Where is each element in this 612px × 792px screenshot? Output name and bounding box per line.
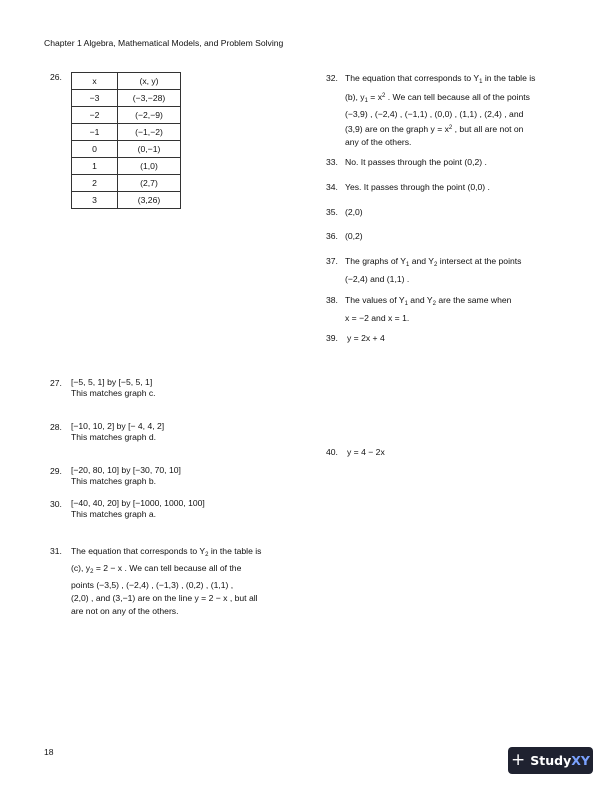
- problem-32-line: (3,9) are on the graph $y = x^2$ , but all are not on: [345, 123, 524, 134]
- table-row: [72, 124, 181, 141]
- problem-39-number: 39.: [326, 333, 338, 343]
- problem-30-number: 30.: [50, 499, 62, 509]
- table-cell: 2: [72, 175, 118, 192]
- problem-29-number: 29.: [50, 466, 62, 476]
- problem-38-line: x = −2 and x = 1.: [345, 312, 410, 323]
- problem-31-line: are not on any of the others.: [71, 606, 179, 616]
- logo-study-text: Study: [530, 753, 572, 768]
- table-header-row: [72, 73, 181, 90]
- table-header-x: x: [72, 73, 118, 90]
- problem-31-number: 31.: [50, 546, 62, 556]
- table-row: [72, 107, 181, 124]
- table-row: [72, 141, 181, 158]
- problem-40-answer: y = 4 − 2x: [347, 447, 385, 457]
- problem-27-match: This matches graph c.: [71, 388, 156, 398]
- problem-37-line: The graphs of $Y_1$ and $Y_2$ intersect at the points: [345, 256, 522, 268]
- problem-27-window: [−5, 5, 1] by [−5, 5, 1]: [71, 377, 153, 387]
- problem-39-answer: y = 2x + 4: [347, 333, 385, 343]
- problem-35-answer: (2,0): [345, 207, 363, 217]
- problem-34-answer: Yes. It passes through the point (0,0) .: [345, 182, 490, 192]
- table-cell: −3: [72, 90, 118, 107]
- problem-29-window: [−20, 80, 10] by [−30, 70, 10]: [71, 465, 181, 475]
- table-cell: (−2,−9): [118, 107, 181, 124]
- problem-32-number: 32.: [326, 73, 338, 83]
- problem-31-line: points (−3,5) , (−2,4) , (−1,3) , (0,2) , (1,1) ,: [71, 580, 234, 590]
- table-cell: (0,−1): [118, 141, 181, 158]
- logo-xy-text: XY: [571, 753, 590, 768]
- problem-32-line: (b), $y_1 = x^2$ . We can tell because all of the points: [345, 91, 530, 104]
- problem-28-number: 28.: [50, 422, 62, 432]
- table-header-xy: (x, y): [118, 73, 181, 90]
- problem-37-number: 37.: [326, 256, 338, 266]
- table-cell: 3: [72, 192, 118, 209]
- problem-28-match: This matches graph d.: [71, 432, 157, 442]
- problem-40-number: 40.: [326, 447, 338, 457]
- problem-30-answer: [71, 498, 205, 520]
- problem-28-window: [−10, 10, 2] by [− 4, 4, 2]: [71, 421, 165, 431]
- problem-36-answer: (0,2): [345, 231, 363, 241]
- problem-31-answer: [71, 545, 261, 618]
- problem-32-line: (−3,9) , (−2,4) , (−1,1) , (0,0) , (1,1) , (2,4) , and: [345, 109, 524, 119]
- table-row: [72, 90, 181, 107]
- table-cell: −2: [72, 107, 118, 124]
- problem-31-line: (2,0) , and (3,−1) are on the line y = 2 − x , but all: [71, 593, 258, 603]
- problem-32-line: any of the others.: [345, 137, 412, 147]
- plus-icon: +: [511, 750, 526, 770]
- values-table: [71, 72, 181, 209]
- problem-31-line: The equation that corresponds to $Y_2$ in the table is: [71, 546, 262, 558]
- problem-38-line: The values of $Y_1$ and $Y_2$ are the same when: [345, 295, 512, 307]
- problem-28-answer: [71, 421, 164, 443]
- problem-33-number: 33.: [326, 157, 338, 167]
- page-header: Chapter 1 Algebra, Mathematical Models, and Problem Solving: [44, 38, 284, 48]
- table-cell: (1,0): [118, 158, 181, 175]
- page-number: 18: [44, 747, 54, 757]
- problem-37-line: (−2,4) and (1,1) .: [345, 273, 410, 284]
- problem-26-number: 26.: [50, 72, 62, 82]
- problem-38-answer: [345, 294, 511, 325]
- problem-35-number: 35.: [326, 207, 338, 217]
- problem-32-answer: [345, 72, 535, 150]
- table-row: [72, 192, 181, 209]
- table-row: [72, 175, 181, 192]
- table-cell: 0: [72, 141, 118, 158]
- table-cell: (−1,−2): [118, 124, 181, 141]
- problem-32-line: The equation that corresponds to $Y_1$ in the table is: [345, 73, 536, 85]
- problem-27-number: 27.: [50, 378, 62, 388]
- problem-37-answer: [345, 255, 521, 286]
- studyxy-logo: [508, 747, 593, 774]
- problem-34-number: 34.: [326, 182, 338, 192]
- problem-27-answer: [71, 377, 156, 399]
- problem-30-window: [−40, 40, 20] by [−1000, 1000, 100]: [71, 498, 205, 508]
- problem-29-match: This matches graph b.: [71, 476, 157, 486]
- problem-36-number: 36.: [326, 231, 338, 241]
- table-cell: (−3,−28): [118, 90, 181, 107]
- table-cell: (3,26): [118, 192, 181, 209]
- table-cell: (2,7): [118, 175, 181, 192]
- problem-38-number: 38.: [326, 295, 338, 305]
- table-cell: −1: [72, 124, 118, 141]
- problem-31-line: (c), $y_2 = 2 - x$ . We can tell because all of the: [71, 563, 242, 575]
- problem-30-match: This matches graph a.: [71, 509, 157, 519]
- table-cell: 1: [72, 158, 118, 175]
- problem-29-answer: [71, 465, 181, 487]
- table-row: [72, 158, 181, 175]
- problem-33-answer: No. It passes through the point (0,2) .: [345, 157, 487, 167]
